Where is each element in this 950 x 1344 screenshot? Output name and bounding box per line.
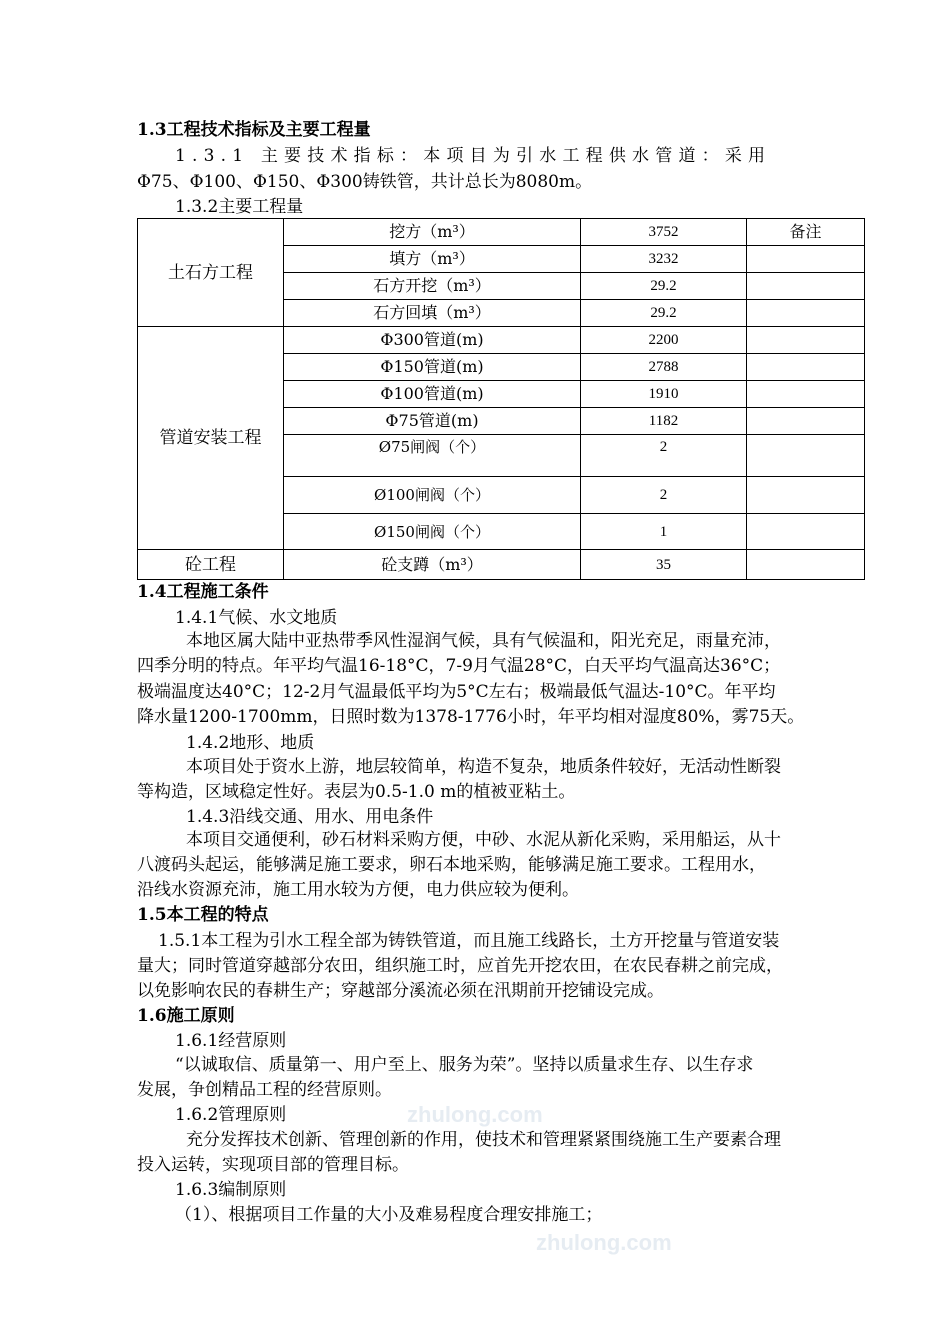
remark-cell (747, 273, 865, 300)
para-line: 1.5.1本工程为引水工程全部为铸铁管道，而且施工线路长，土方开挖量与管道安装 (158, 931, 780, 951)
item-name-cell: 石方回填（m³） (284, 300, 581, 327)
item-name-cell: Φ150管道(m) (284, 354, 581, 381)
item-value-cell: 2788 (581, 354, 747, 381)
para-1-3-1-line-2: Φ75、Φ100、Φ150、Φ300铸铁管，共计总长为8080m。 (137, 172, 593, 192)
item-name-cell: Ø100闸阀（个） (284, 477, 581, 514)
para-line: 充分发挥技术创新、管理创新的作用，使技术和管理紧紧围绕施工生产要素合理 (186, 1130, 781, 1150)
remark-cell (747, 550, 865, 580)
para-line: 投入运转，实现项目部的管理目标。 (137, 1155, 409, 1175)
remark-cell (747, 354, 865, 381)
remark-header-cell: 备注 (747, 219, 865, 246)
para-line: 八渡码头起运，能够满足施工要求，卵石本地采购，能够满足施工要求。工程用水， (137, 855, 766, 875)
para-1-3-1-line-1: 1.3.1 主要技术指标：本项目为引水工程供水管道：采用 (175, 146, 772, 166)
remark-cell (747, 514, 865, 550)
item-name-cell: 填方（m³） (284, 246, 581, 273)
para-line: 量大；同时管道穿越部分农田，组织施工时，应首先开挖农田，在农民春耕之前完成， (137, 956, 783, 976)
item-name-cell: Ø150闸阀（个） (284, 514, 581, 550)
item-value-cell: 2 (581, 435, 747, 477)
item-value-cell: 2200 (581, 327, 747, 354)
item-name-cell: Ø75闸阀（个） (284, 435, 581, 477)
table-row (138, 550, 865, 580)
item-value-cell: 29.2 (581, 300, 747, 327)
watermark: zhulong.com (407, 1102, 543, 1127)
table-row (138, 219, 865, 246)
subsection-1-6-2: 1.6.2管理原则 (175, 1105, 287, 1125)
quantities-table (137, 218, 865, 580)
item-value-cell: 1 (581, 514, 747, 550)
para-line: 发展，争创精品工程的经营原则。 (137, 1080, 392, 1100)
category-cell: 土石方工程 (138, 219, 284, 327)
remark-cell (747, 381, 865, 408)
item-name-cell: 挖方（m³） (284, 219, 581, 246)
subsection-1-4-1: 1.4.1气候、水文地质 (175, 608, 338, 628)
section-1-5-heading: 1.5本工程的特点 (137, 905, 269, 925)
remark-cell (747, 327, 865, 354)
remark-cell (747, 435, 865, 477)
para-line: 极端温度达40°C；12-2月气温最低平均为5°C左右；极端最低气温达-10°C。年平均 (137, 682, 776, 702)
remark-cell (747, 477, 865, 514)
para-line: “以诚取信、质量第一、用户至上、服务为荣”。坚持以质量求生存、以生存求 (175, 1055, 754, 1075)
table-row (138, 327, 865, 354)
item-value-cell: 3752 (581, 219, 747, 246)
subsection-1-4-3: 1.4.3沿线交通、用水、用电条件 (186, 807, 434, 827)
category-cell: 砼工程 (138, 550, 284, 580)
section-1-4-heading: 1.4工程施工条件 (137, 582, 269, 602)
remark-cell (747, 246, 865, 273)
item-value-cell: 1182 (581, 408, 747, 435)
category-cell: 管道安装工程 (138, 327, 284, 550)
subsection-1-4-2: 1.4.2地形、地质 (186, 733, 315, 753)
item-value-cell: 3232 (581, 246, 747, 273)
item-name-cell: 砼支蹲（m³） (284, 550, 581, 580)
para-line: 等构造，区域稳定性好。表层为0.5-1.0 m的植被亚粘土。 (137, 782, 576, 802)
list-item: （1）、根据项目工作量的大小及难易程度合理安排施工； (175, 1205, 603, 1225)
item-value-cell: 35 (581, 550, 747, 580)
item-value-cell: 29.2 (581, 273, 747, 300)
remark-cell (747, 300, 865, 327)
subsection-1-3-2: 1.3.2主要工程量 (175, 197, 304, 217)
para-line: 四季分明的特点。年平均气温16-18°C，7-9月气温28°C，白天平均气温高达36°C； (137, 656, 781, 676)
item-value-cell: 2 (581, 477, 747, 514)
remark-cell (747, 408, 865, 435)
item-name-cell: Φ100管道(m) (284, 381, 581, 408)
item-value-cell: 1910 (581, 381, 747, 408)
para-line: 本地区属大陆中亚热带季风性湿润气候，具有气候温和，阳光充足，雨量充沛， (186, 631, 781, 651)
para-line: 降水量1200-1700mm，日照时数为1378-1776小时，年平均相对湿度80%，雾75天。 (137, 707, 805, 727)
para-line: 沿线水资源充沛，施工用水较为方便，电力供应较为便利。 (137, 880, 579, 900)
section-1-6-heading: 1.6施工原则 (137, 1006, 235, 1026)
section-1-3-heading: 1.3工程技术指标及主要工程量 (137, 120, 371, 140)
item-name-cell: 石方开挖（m³） (284, 273, 581, 300)
watermark: zhulong.com (536, 1230, 672, 1255)
item-name-cell: Φ300管道(m) (284, 327, 581, 354)
subsection-1-6-1: 1.6.1经营原则 (175, 1031, 287, 1051)
para-line: 本项目处于资水上游，地层较简单，构造不复杂，地质条件较好，无活动性断裂 (186, 757, 781, 777)
para-line: 本项目交通便利，砂石材料采购方便，中砂、水泥从新化采购，采用船运，从十 (186, 830, 781, 850)
para-line: 以免影响农民的春耕生产；穿越部分溪流必须在汛期前开挖铺设完成。 (137, 981, 664, 1001)
item-name-cell: Φ75管道(m) (284, 408, 581, 435)
subsection-1-6-3: 1.6.3编制原则 (175, 1180, 287, 1200)
